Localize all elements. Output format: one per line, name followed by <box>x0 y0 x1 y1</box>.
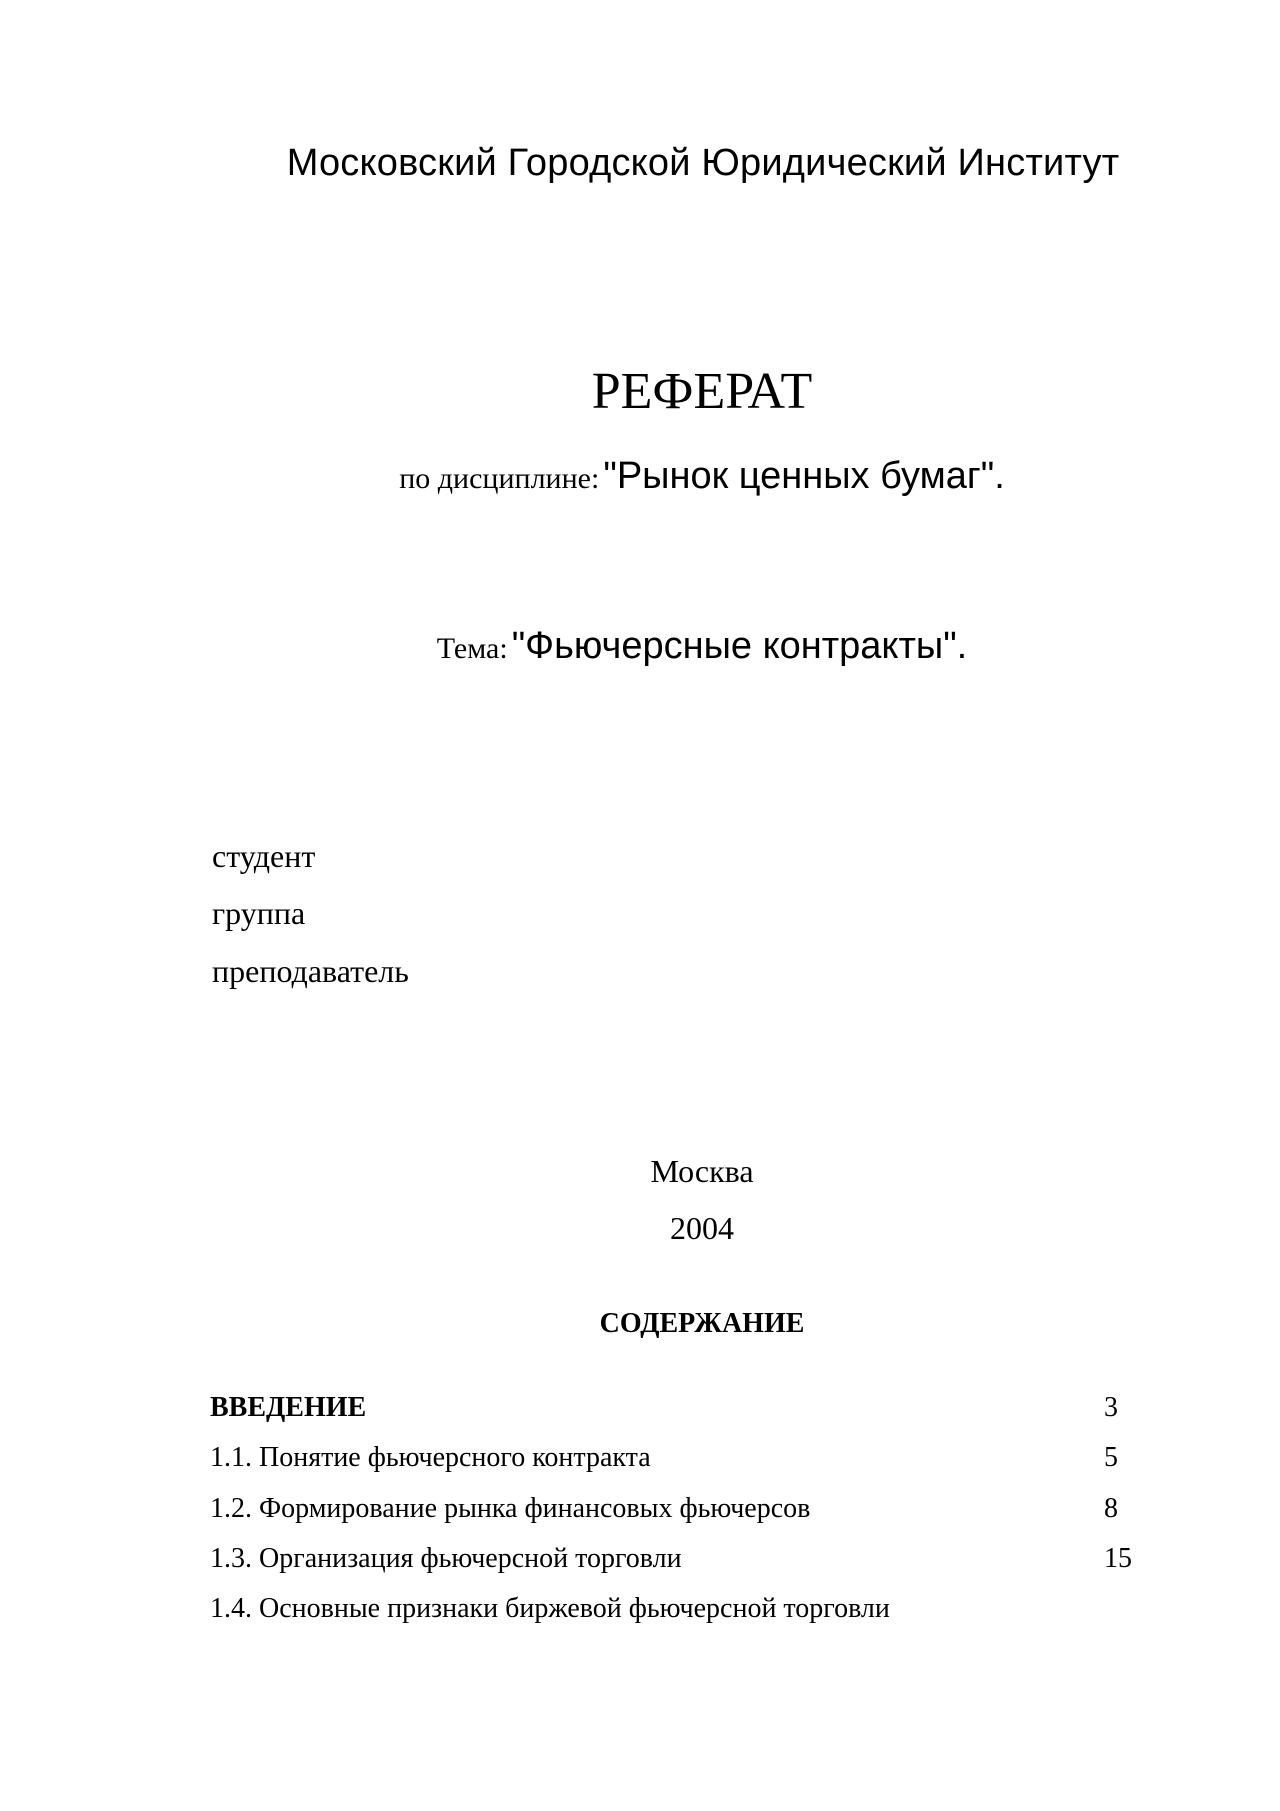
toc-title: СОДЕРЖАНИЕ <box>599 1308 805 1339</box>
toc-entry-text: 1.2. Формирование рынка финансовых фьючерсов <box>210 1493 811 1524</box>
toc-entry <box>210 1493 1144 1533</box>
toc-entry-page: 3 <box>1104 1392 1118 1423</box>
discipline-line <box>0 455 1280 498</box>
toc-entry-page: 5 <box>1104 1442 1118 1473</box>
toc-entry <box>210 1543 1144 1583</box>
toc-entry-text: 1.4. Основные признаки биржевой фьючерсной торговли <box>210 1593 890 1624</box>
toc-entry-text: 1.1. Понятие фьючерсного контракта <box>210 1442 651 1473</box>
year: 2004 <box>670 1210 734 1246</box>
city: Москва <box>650 1153 754 1189</box>
document-type-title: РЕФЕРАТ <box>591 363 813 420</box>
toc-entry-text: 1.3. Организация фьючерсной торговли <box>210 1543 682 1574</box>
topic-label: Тема: <box>436 632 508 665</box>
toc-entry <box>210 1593 1144 1633</box>
toc-entry-text: ВВЕДЕНИЕ <box>210 1392 367 1423</box>
field-student: студент <box>212 838 316 874</box>
toc-entry <box>210 1392 1144 1432</box>
topic-line <box>0 625 1280 668</box>
discipline-label: по дисциплине: <box>399 462 600 495</box>
toc-entry-page: 8 <box>1104 1493 1118 1524</box>
toc-entry-page: 15 <box>1104 1543 1132 1574</box>
field-group: группа <box>212 895 306 931</box>
topic-value: "Фьючерсные контракты". <box>511 625 968 667</box>
toc-entry <box>210 1442 1144 1482</box>
field-teacher: преподаватель <box>212 953 409 989</box>
discipline-value: "Рынок ценных бумаг". <box>603 455 1005 497</box>
institute-name: Московский Городской Юридический Институт <box>286 142 1120 184</box>
